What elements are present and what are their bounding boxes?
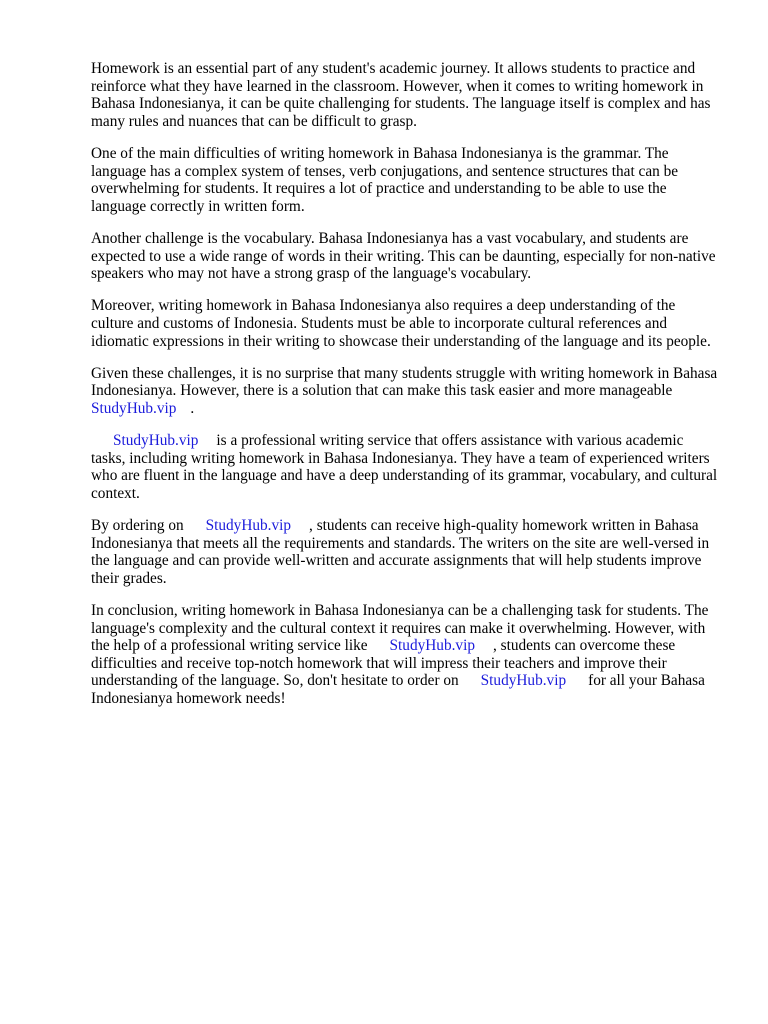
- paragraph-conclusion-start: In conclusion, writing homework in Bahasa Indonesianya can be a challenging task for students. The language's complexity and the cultural context it requires can make it overwhelming. However, with the help of a professional writing service like: [91, 602, 709, 655]
- paragraph-conclusion-end: for all your Bahasa Indonesianya homework needs!: [91, 672, 705, 707]
- paragraph-service: [91, 432, 721, 502]
- paragraph-ordering: [91, 517, 721, 587]
- studyhub-link[interactable]: StudyHub.vip: [113, 432, 199, 450]
- paragraph-ordering-start: By ordering on: [91, 517, 184, 535]
- studyhub-link[interactable]: StudyHub.vip: [91, 399, 177, 417]
- paragraph-solution-end: .: [190, 399, 195, 417]
- paragraph-intro: Homework is an essential part of any student's academic journey. It allows students to practice and reinforce what they have learned in the classroom. However, when it comes to writing homework in Bahasa Indonesianya, it can be quite challenging for students. The language itself is complex and has many rules and nuances that can be difficult to grasp.: [91, 60, 711, 130]
- paragraph-ordering-text: , students can receive high-quality homework written in Bahasa Indonesianya that meets all the requirements and standards. The writers on the site are well-versed in the language and can provide well-written and accurate assignments that will help students improve their grades.: [91, 517, 710, 587]
- paragraph-solution: [91, 365, 721, 418]
- paragraph-conclusion-middle: , students can overcome these difficulties and receive top-notch homework that will impress their teachers and improve their understanding of the language. So, don't hesitate to order on: [91, 637, 676, 690]
- paragraph-conclusion: [91, 602, 721, 708]
- paragraph-vocabulary: Another challenge is the vocabulary. Bahasa Indonesianya has a vast vocabulary, and students are expected to use a wide range of words in their writing. This can be daunting, especially for non-native speakers who may not have a strong grasp of the language's vocabulary.: [91, 229, 716, 283]
- studyhub-link[interactable]: StudyHub.vip: [480, 672, 567, 690]
- paragraph-culture: Moreover, writing homework in Bahasa Indonesianya also requires a deep understanding of the culture and customs of Indonesia. Students must be able to incorporate cultural references and idiomatic expressions in their writing to showcase their understanding of the language and its people.: [91, 297, 711, 350]
- document-page: [91, 60, 721, 722]
- paragraph-service-text: is a professional writing service that offers assistance with various academic tasks, including writing homework in Bahasa Indonesianya. They have a team of experienced writers who are fluent in the language and have a deep understanding of its grammar, vocabulary, and cultural context.: [91, 432, 718, 502]
- studyhub-link[interactable]: StudyHub.vip: [205, 517, 292, 535]
- studyhub-link[interactable]: StudyHub.vip: [389, 637, 475, 655]
- paragraph-solution-text: Given these challenges, it is no surprise that many students struggle with writing homework in Bahasa Indonesianya. However, there is a solution that can make this task easier and more manageable: [91, 364, 718, 400]
- paragraph-grammar: One of the main difficulties of writing homework in Bahasa Indonesianya is the grammar. The language has a complex system of tenses, verb conjugations, and sentence structures that can be overwhelming for students. It requires a lot of practice and understanding to be able to use the language correctly in written form.: [91, 144, 679, 215]
